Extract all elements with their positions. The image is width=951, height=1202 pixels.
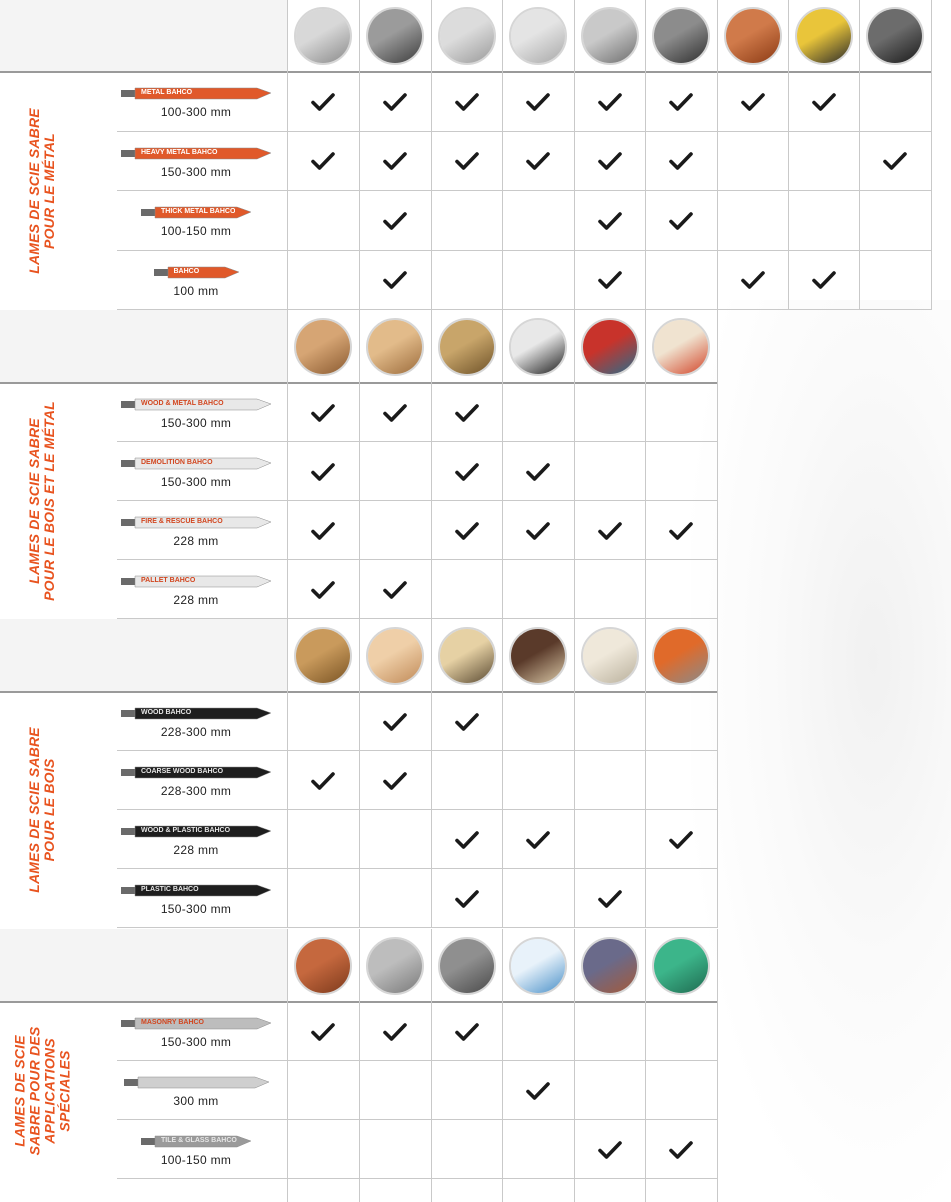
category-label (24, 72, 60, 310)
column-divider (502, 0, 503, 310)
check-icon (455, 403, 479, 423)
wood-blade-4 (121, 882, 271, 898)
section-divider (0, 71, 932, 73)
special-blade-1 (121, 1015, 271, 1031)
check-icon (669, 1140, 693, 1160)
column-divider (502, 310, 503, 619)
blade-label: HEAVY METAL BAHCO (141, 148, 218, 156)
steel-tube-icon (366, 7, 424, 65)
column-divider (287, 0, 288, 310)
category-label (24, 383, 60, 619)
row-divider (117, 1060, 718, 1061)
column-divider (574, 619, 575, 928)
wood-metal-blade-3 (121, 514, 271, 530)
blade-size-label: 150-300 mm (160, 475, 232, 489)
check-icon (455, 830, 479, 850)
wood-blade-2 (121, 764, 271, 780)
row-divider (117, 441, 718, 442)
check-icon (669, 92, 693, 112)
column-divider (287, 929, 288, 1179)
header-band (0, 0, 287, 72)
column-divider (645, 929, 646, 1179)
check-icon (383, 403, 407, 423)
fire-rescue-icon (652, 318, 710, 376)
special-blade-2 (124, 1074, 269, 1090)
row-divider (117, 809, 718, 810)
laminate-flooring-icon (438, 627, 496, 685)
fiberglass-sheet-icon (652, 937, 710, 995)
check-icon (598, 92, 622, 112)
planed-wood-icon (366, 627, 424, 685)
blade-size-label: 300 mm (173, 1094, 219, 1108)
category-label-line: POUR LE MÉTAL (41, 133, 58, 249)
check-icon (455, 1022, 479, 1042)
blade-size-label: 228-300 mm (160, 784, 232, 798)
special-blade-3 (141, 1133, 251, 1149)
check-icon (311, 462, 335, 482)
category-label-text (27, 727, 57, 893)
row-divider (117, 1178, 718, 1179)
blade-size-label: 228-300 mm (160, 725, 232, 739)
column-divider (431, 0, 432, 310)
column-divider (287, 310, 288, 619)
column-divider (788, 0, 789, 310)
column-divider (859, 0, 860, 310)
row-divider (117, 1119, 718, 1120)
blade-size-label: 100-150 mm (160, 1153, 232, 1167)
column-divider (645, 0, 646, 310)
aerated-block-icon (366, 937, 424, 995)
blade-label: PLASTIC BAHCO (141, 886, 199, 893)
row-divider (117, 927, 718, 928)
category-label-line: LAMES DE SCIE (11, 1034, 28, 1147)
lumber-icon (294, 627, 352, 685)
check-icon (311, 771, 335, 791)
brass-pipes-icon (795, 7, 853, 65)
check-icon (526, 151, 550, 171)
blade-label: MASONRY BAHCO (141, 1019, 205, 1026)
column-divider (574, 310, 575, 619)
check-icon (598, 151, 622, 171)
check-icon (311, 1022, 335, 1042)
blade-size-label: 100-300 mm (160, 105, 232, 119)
metal-blade-3 (141, 204, 251, 220)
category-label-text (27, 108, 57, 274)
check-icon (669, 521, 693, 541)
column-divider (574, 0, 575, 310)
demolition-ball-icon (509, 318, 567, 376)
scrap-cars-icon (581, 318, 639, 376)
blade-label: BAHCO (173, 267, 200, 275)
wood-metal-blade-2 (121, 455, 271, 471)
column-divider (717, 0, 718, 310)
check-icon (383, 580, 407, 600)
column-divider (717, 929, 718, 1179)
parquet-icon (509, 627, 567, 685)
door-frame-icon (438, 318, 496, 376)
check-icon (598, 270, 622, 290)
check-icon (883, 151, 907, 171)
check-icon (812, 270, 836, 290)
plasterboard-icon (581, 627, 639, 685)
blade-size-label: 228 mm (173, 593, 219, 607)
blade-size-label: 100 mm (173, 283, 219, 298)
category-label-line: SPÉCIALES (56, 1049, 73, 1132)
check-icon (383, 92, 407, 112)
column-divider (359, 310, 360, 619)
blade-size-label: 150-300 mm (160, 416, 232, 430)
copper-pipes-icon (724, 7, 782, 65)
check-icon (526, 462, 550, 482)
check-icon (526, 830, 550, 850)
column-divider (574, 929, 575, 1179)
column-divider (502, 619, 503, 928)
blade-size-label: 150-300 mm (160, 902, 232, 916)
check-icon (383, 712, 407, 732)
check-icon (383, 1022, 407, 1042)
check-icon (383, 151, 407, 171)
header-band (0, 619, 287, 692)
blade-size-label: 228 mm (173, 843, 219, 857)
category-label-line: LAMES DE SCIE SABRE (26, 108, 43, 274)
check-icon (311, 403, 335, 423)
plastic-pipe-icon (652, 627, 710, 685)
blade-label: COARSE WOOD BAHCO (141, 768, 224, 775)
check-icon (311, 151, 335, 171)
check-icon (455, 151, 479, 171)
check-icon (455, 712, 479, 732)
check-icon (383, 211, 407, 231)
column-divider (359, 1179, 360, 1202)
column-divider (645, 1179, 646, 1202)
column-divider (502, 1179, 503, 1202)
check-icon (383, 771, 407, 791)
column-divider (717, 310, 718, 619)
wood-metal-blade-4 (121, 573, 271, 589)
category-label-line: LAMES DE SCIE SABRE (26, 727, 43, 893)
metal-blade-4 (154, 264, 239, 280)
column-divider (287, 619, 288, 928)
blade-label: FIRE & RESCUE BAHCO (141, 518, 223, 525)
background-texture (691, 300, 951, 1200)
column-divider (931, 0, 932, 310)
check-icon (741, 270, 765, 290)
roofing-shingle-icon (581, 937, 639, 995)
check-icon (311, 521, 335, 541)
check-icon (741, 92, 765, 112)
concrete-block-icon (438, 937, 496, 995)
check-icon (598, 211, 622, 231)
check-icon (812, 92, 836, 112)
column-divider (431, 310, 432, 619)
brick-icon (294, 937, 352, 995)
column-divider (645, 619, 646, 928)
column-divider (645, 310, 646, 619)
sheet-metal-stack-icon (581, 7, 639, 65)
blade-label: WOOD & PLASTIC BAHCO (141, 827, 231, 834)
perforated-sheet-icon (509, 7, 567, 65)
row-divider (117, 868, 718, 869)
blade-label: PALLET BAHCO (141, 577, 196, 584)
check-icon (383, 270, 407, 290)
blade-label: TILE & GLASS BAHCO (161, 1137, 237, 1144)
category-label-line: LAMES DE SCIE SABRE (26, 418, 42, 584)
metal-blade-1 (121, 85, 271, 101)
wood-blade-1 (121, 705, 271, 721)
column-divider (574, 1179, 575, 1202)
column-divider (359, 619, 360, 928)
row-divider (117, 750, 718, 751)
category-label-line: APPLICATIONS (41, 1037, 58, 1144)
check-icon (455, 889, 479, 909)
check-icon (526, 521, 550, 541)
category-label (24, 692, 60, 928)
blade-label: WOOD BAHCO (141, 709, 192, 716)
check-icon (455, 521, 479, 541)
blade-size-label: 150-300 mm (160, 164, 232, 179)
header-band (0, 310, 287, 383)
column-divider (431, 929, 432, 1179)
check-icon (526, 1081, 550, 1101)
check-icon (598, 1140, 622, 1160)
category-label-line: SABRE POUR DES (26, 1026, 43, 1155)
header-band (0, 929, 287, 1002)
column-divider (431, 1179, 432, 1202)
row-divider (117, 131, 932, 132)
row-divider (117, 250, 932, 251)
check-icon (311, 580, 335, 600)
blade-size-label: 100-150 mm (160, 224, 232, 238)
check-icon (526, 92, 550, 112)
check-icon (669, 211, 693, 231)
aluminum-profile-icon (294, 7, 352, 65)
category-label (9, 1002, 75, 1179)
metal-blade-2 (121, 145, 271, 161)
column-divider (717, 1179, 718, 1202)
check-icon (598, 889, 622, 909)
timber-beams-icon (294, 318, 352, 376)
row-divider (117, 500, 718, 501)
check-icon (669, 151, 693, 171)
column-divider (359, 929, 360, 1179)
cast-iron-pipe-icon (866, 7, 924, 65)
column-divider (502, 929, 503, 1179)
wood-blade-3 (121, 823, 271, 839)
row-divider (117, 559, 718, 560)
column-divider (431, 619, 432, 928)
frozen-food-icon (509, 937, 567, 995)
column-divider (359, 0, 360, 310)
category-label-text (12, 1026, 72, 1155)
blade-size-label: 228 mm (173, 534, 219, 548)
check-icon (669, 830, 693, 850)
column-divider (287, 1179, 288, 1202)
category-label-line: POUR LE BOIS ET LE MÉTAL (41, 401, 57, 601)
blade-label: METAL BAHCO (141, 89, 193, 96)
wood-metal-blade-1 (121, 396, 271, 412)
check-icon (455, 462, 479, 482)
blade-label: WOOD & METAL BAHCO (141, 400, 224, 407)
row-divider (117, 190, 932, 191)
blade-label: THICK METAL BAHCO (161, 208, 236, 215)
pallet-icon (366, 318, 424, 376)
category-label-text (27, 401, 57, 601)
check-icon (598, 521, 622, 541)
check-icon (455, 92, 479, 112)
category-label-line: POUR LE BOIS (41, 758, 58, 862)
steel-beam-icon (438, 7, 496, 65)
column-divider (717, 619, 718, 928)
blade-label: DEMOLITION BAHCO (141, 459, 213, 466)
metal-rods-icon (652, 7, 710, 65)
blade-size-label: 150-300 mm (160, 1035, 232, 1049)
check-icon (311, 92, 335, 112)
